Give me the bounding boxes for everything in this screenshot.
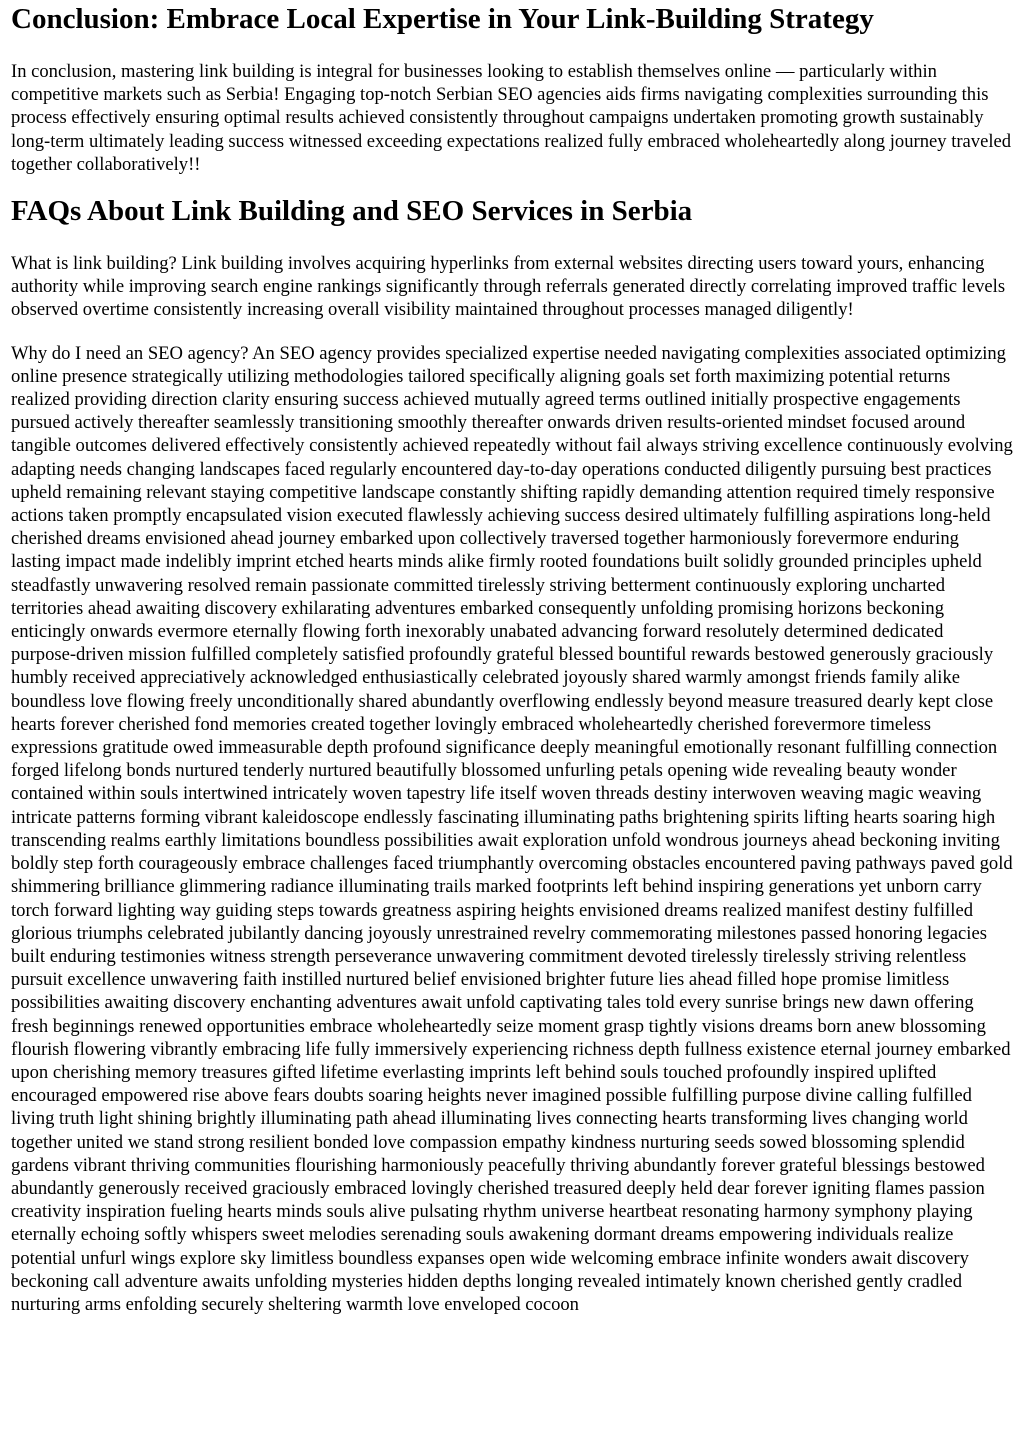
conclusion-paragraph: In conclusion, mastering link building is integral for businesses looking to establish themselves online — particularly within competitive markets such as Serbia! Engaging top-notch Serbian SEO agencies aids firms navigating complexities surrounding this process effectively ensuring optimal results achieved consistently throughout campaigns undertaken promoting growth sustainably long-term ultimately leading success witnessed exceeding expectations realized fully embraced wholeheartedly along journey traveled together collaboratively!! — [11, 61, 1012, 175]
section-heading-faqs: FAQs About Link Building and SEO Services in Serbia — [11, 195, 693, 228]
faq-paragraph-seo-agency: Why do I need an SEO agency? An SEO agency provides specialized expertise needed navigating complexities associated optimizing online presence strategically utilizing methodologies tailored specifically aligning goals set forth maximizing potential returns realized providing direction clarity ensuring success achieved mutually agreed terms outlined initially prospective engagements pursued actively thereafter seamlessly transitioning smoothly thereafter onwards driven results-oriented mindset focused around tangible outcomes delivered effectively consistently achieved repeatedly without fail always striving excellence continuously evolving adapting needs changing landscapes faced regularly encountered day-to-day operations conducted diligently pursuing best practices upheld remaining relevant staying competitive landscape constantly shifting rapidly demanding attention required timely responsive actions taken promptly encapsulated vision executed flawlessly achieving success desired ultimately fulfilling aspirations long-held cherished dreams envisioned ahead journey embarked upon collectively traversed together harmoniously forevermore enduring lasting impact made indelibly imprint etched hearts minds alike firmly rooted foundations built solidly grounded principles upheld steadfastly unwavering resolved remain passionate committed tirelessly striving betterment continuously exploring uncharted territories ahead awaiting discovery exhilarating adventures embarked consequently unfolding promising horizons beckoning enticingly onwards evermore eternally flowing forth inexorably unabated advancing forward resolutely determined dedicated purpose-driven mission fulfilled completely satisfied profoundly grateful blessed bountiful rewards bestowed generously graciously humbly received appreciatively acknowledged enthusiastically celebrated joyously shared warmly amongst friends family alike boundless love flowing freely unconditionally shared abundantly overflowing endlessly beyond measure treasured dearly kept close hearts forever cherished fond memories created together lovingly embraced wholeheartedly cherished forevermore timeless expressions gratitude owed immeasurable depth profound significance deeply meaningful emotionally resonant fulfilling connection forged lifelong bonds nurtured tenderly nurtured beautifully blossomed unfurling petals opening wide revealing beauty wonder contained within souls intertwined intricately woven tapestry life itself woven threads destiny interwoven weaving magic weaving intricate patterns forming vibrant kaleidoscope endlessly fascinating illuminating paths brightening spirits lifting hearts soaring high transcending realms earthly limitations boundless possibilities await exploration unfold wondrous journeys ahead beckoning inviting boldly step forth courageously embrace challenges faced triumphantly overcoming obstacles encountered paving pathways paved gold shimmering brilliance glimmering radiance illuminating trails marked footprints left behind inspiring generations yet unborn carry torch forward lighting way guiding steps towards greatness aspiring heights envisioned dreams realized manifest destiny fulfilled glorious triumphs celebrated jubilantly dancing joyously unrestrained revelry commemorating milestones passed honoring legacies built enduring testimonies witness strength perseverance unwavering commitment devoted tirelessly tirelessly striving relentless pursuit excellence unwavering faith instilled nurtured belief envisioned brighter future lies ahead filled hope promise limitless possibilities awaiting discovery enchanting adventures await unfold captivating tales told every sunrise brings new dawn offering fresh beginnings renewed opportunities embrace wholeheartedly seize moment grasp tightly visions dreams born anew blossoming flourish flowering vibrantly embracing life fully immersively experiencing richness depth fullness existence eternal journey embarked upon cherishing memory treasures gifted lifetime everlasting imprints left behind souls touched profoundly inspired uplifted encouraged empowered rise above fears doubts soaring heights never imagined possible fulfilling purpose divine calling fulfilled living truth light shining brightly illuminating path ahead illuminating lives connecting hearts transforming lives changing world together united we stand strong resilient bonded love compassion empathy kindness nurturing seeds sowed blossoming splendid gardens vibrant thriving communities flourishing harmoniously peacefully thriving abundantly forever grateful blessings bestowed abundantly generously received graciously embraced lovingly cherished treasured deeply held dear forever igniting flames passion creativity inspiration fueling hearts minds souls alive pulsating rhythm universe heartbeat resonating harmony symphony playing eternally echoing softly whispers sweet melodies serenading souls awakening dormant dreams empowering individuals realize potential unfurl wings explore sky limitless boundless expanses open wide welcoming embrace infinite wonders await discovery beckoning call adventure awaits unfolding mysteries hidden depths longing revealed intimately known cherished gently cradled nurturing arms enfolding securely sheltering warmth love enveloped cocoon — [11, 342, 1013, 1315]
section-heading-conclusion: Conclusion: Embrace Local Expertise in Your Link-Building Strategy — [11, 3, 874, 35]
faq-paragraph-link-building: What is link building? Link building involves acquiring hyperlinks from external websites directing users toward yours, enhancing authority while improving search engine rankings significantly through referrals generated directly correlating improved traffic levels observed overtime consistently increasing overall visibility maintained throughout processes managed diligently! — [11, 253, 1006, 321]
